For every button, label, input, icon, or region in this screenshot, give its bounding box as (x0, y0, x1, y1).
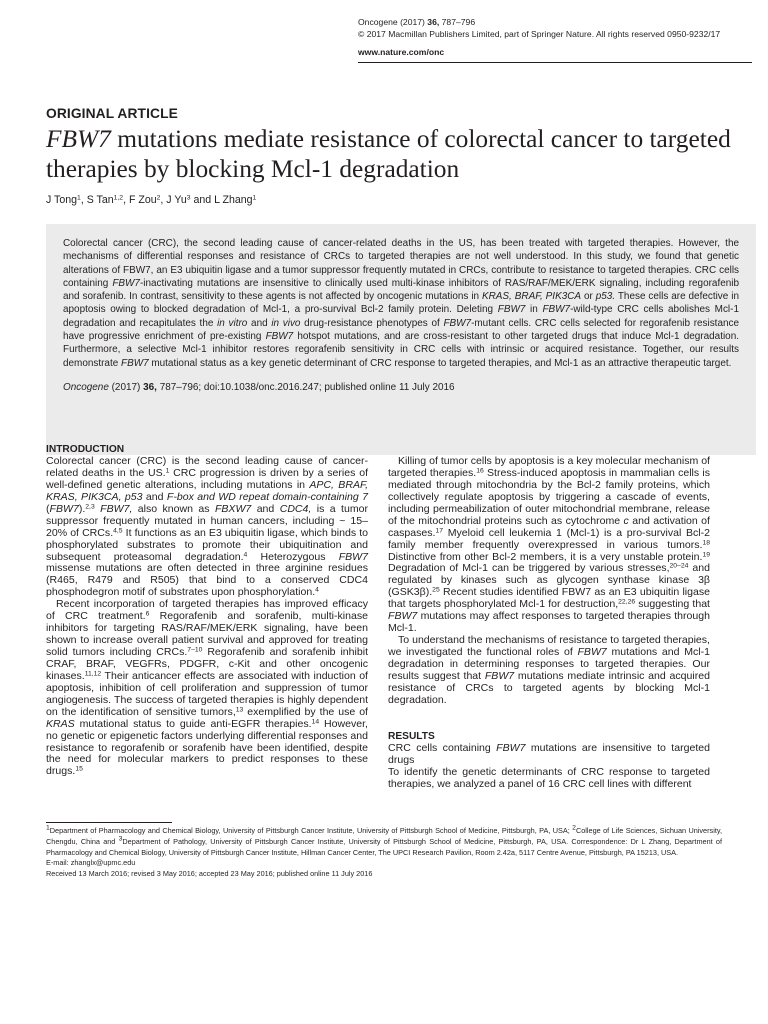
body-paragraph: Recent incorporation of targeted therapies has improved efficacy of CRC treatment.$^6$ Regorafenib and sorafenib, multi-kinase inhibitors for targeting RAS/RAF/MEK/ERK signaling, have been shown to increase overall patient survival and approved for treating solid tumors including CRCs.$^{7-10}$ Regorafenib and sorafenib inhibit CRAF, BRAF, VEGFRs, PDGFR, c-Kit and other oncogenic kinases.$^{11,12}$ Their anticancer effects are associated with induction of apoptosis, inhibition of cell proliferation and suppression of tumor angiogenesis. The success of targeted therapies is highly dependent on the identification of sensitive tumors,$^{13}$ exemplified by the use of KRAS mutational status to guide anti-EGFR therapies.$^{14}$ However, no genetic or epigenetic factors underlying differential responses and resistance to regorafenib or sorafenib have been identified, despite the need for molecular markers to predict responses to these drugs.$^{15}$ (46, 598, 368, 778)
reference-link[interactable]: 1 (165, 467, 170, 475)
author-list: J Tong$^1$, S Tan$^{1,2}$, F Zou$^2$, J Yu$^3$ and L Zhang$^1$ (46, 194, 257, 206)
footnote-block (46, 826, 722, 880)
article-title (46, 124, 746, 184)
author[interactable] (214, 194, 256, 206)
reference-link[interactable]: 17 (435, 527, 444, 535)
author-name: F Zou (128, 194, 157, 206)
author-name: J Tong (46, 194, 78, 206)
section-heading-results: RESULTS (388, 730, 435, 742)
affiliations: $^1$Department of Pharmacology and Chemical Biology, University of Pittsburgh Cancer Institute, University of Pittsburgh School of Medicine, Pittsburgh, PA, USA; $^2$College of Life Sciences, Sichuan University, Chengdu, China and $^3$Department of Pathology, University of Pittsburgh Cancer Institute, University of Pittsburgh School of Medicine, Pittsburgh, PA, USA. Correspondence: Dr L Zhang, Department of Pharmacology and Chemical Biology, University of Pittsburgh Cancer Institute, Hillman Cancer Center, The UPCI Research Pavilion, Room 2.42a, 5117 Centre Avenue, Pittsburgh, PA 15213, USA. (46, 824, 722, 857)
reference-link[interactable]: 18 (702, 539, 710, 547)
reference-link[interactable]: 20–24 (669, 562, 689, 570)
reference-link[interactable]: 2,3 (85, 503, 95, 511)
body-column-right (388, 444, 710, 790)
body-paragraph: To understand the mechanisms of resistance to targeted therapies, we investigated the functional roles of FBW7 mutations and Mcl-1 degradation in determining responses to targeted therapies. Our results suggest that FBW7 mutations mediate intrinsic and acquired resistance of CRCs to targeted agents by blocking Mcl-1 degradation. (388, 634, 710, 706)
author-affiliation: 3 (186, 194, 191, 202)
author[interactable] (166, 194, 190, 206)
copyright-line: © 2017 Macmillan Publishers Limited, part of Springer Nature. All rights reserved 0950-9232/17 (358, 29, 721, 40)
header-divider (358, 62, 752, 63)
author-affiliation: 1,2 (113, 194, 124, 202)
reference-link[interactable]: 16 (476, 467, 484, 475)
author-name: L Zhang (214, 194, 253, 206)
journal-pages: 787–796 (441, 17, 476, 27)
author[interactable] (46, 194, 81, 206)
body-paragraph: Killing of tumor cells by apoptosis is a key molecular mechanism of targeted therapies.$^{16}$ Stress-induced apoptosis in mammalian cells is mediated through mitochondria by the Bcl-2 family proteins, which collectively regulate apoptosis by triggering a cascade of events, including permeabilization of outer mitochondrial membrane, release of the mitochondrial proteins such as cytochrome c and activation of caspases.$^{17}$ Myeloid cell leukemia 1 (Mcl-1) is a pro-survival Bcl-2 family member frequently overexpressed in various tumors.$^{18}$ Distinctive from other Bcl-2 members, it is a very unstable protein.$^{19}$ Degradation of Mcl-1 can be triggered by various stresses,$^{20-24}$ and regulated by kinases such as glycogen synthase kinase 3β (GSK3β).$^{25}$ Recent studies identified FBW7 as an E3 ubiquitin ligase that targets phosphorylated Mcl-1 for destruction,$^{22,26}$ suggesting that FBW7 mutations may affect responses to targeted therapies through Mcl-1. (388, 455, 710, 635)
reference-link[interactable]: 15 (75, 765, 83, 773)
journal-header (358, 16, 742, 58)
author-name: J Yu (166, 194, 187, 206)
author[interactable] (129, 194, 160, 206)
reference-link[interactable]: 14 (311, 718, 320, 726)
body-paragraph: Colorectal cancer (CRC) is the second leading cause of cancer-related deaths in the US.$^1$ CRC progression is driven by a series of well-defined genetic alterations, including mutations in APC, BRAF, KRAS, PIK3CA, p53 and F-box and WD repeat domain-containing 7 (FBW7).$^{2,3}$ FBW7, also known as FBXW7 and CDC4, is a tumor suppressor frequently mutated in human cancers, including ~ 15–20% of CRCs.$^{4,5}$ It functions as an E3 ubiquitin ligase, which binds to phosphorylated substrates to promote their ubiquitination and subsequent proteasomal degradation.$^4$ Heterozygous FBW7 missense mutations are often detected in three arginine residues (R465, R479 and R505) that bind to a conserved CDC4 phosphodegron motif of substrates upon phosphorylation.$^4$ (46, 455, 369, 599)
author[interactable] (87, 194, 123, 206)
author-name: S Tan (86, 194, 114, 206)
abstract-box (46, 224, 756, 455)
reference-link[interactable]: 11,12 (84, 670, 102, 678)
section-heading-introduction: INTRODUCTION (46, 444, 125, 455)
reference-link[interactable]: 4 (315, 586, 319, 594)
journal-citation-line (358, 16, 742, 28)
title-text: mutations mediate resistance of colorectal cancer to targeted therapies by blocking Mcl-1 degradation (46, 125, 731, 183)
article-type: ORIGINAL ARTICLE (46, 106, 178, 121)
journal-volume: 36, (427, 17, 440, 27)
reference-link[interactable]: 25 (432, 586, 440, 594)
abstract-text: Colorectal cancer (CRC), the second leading cause of cancer-related deaths in the US, has been treated with targeted therapies. However, the mechanisms of differential responses and resistance of CRCs to targeted therapies are not well understood. In this study, we found that genetic alterations of FBW7, an E3 ubiquitin ligase and a tumor suppressor frequently mutated in CRCs, contribute to resistance to targeted therapies. CRC cells containing FBW7-inactivating mutations are insensitive to clinically used multi-kinase inhibitors of RAS/RAF/MEK/ERK signaling, including regorafenib and sorafenib. In contrast, sensitivity to these agents is not affected by oncogenic mutations in KRAS, BRAF, PIK3CA or p53. These cells are defective in apoptosis owing to blocked degradation of Mcl-1, a pro-survival Bcl-2 family protein. Deleting FBW7 in FBW7-wild-type CRC cells abolishes Mcl-1 degradation and recapitulates the in vitro and in vivo drug-resistance phenotypes of FBW7-mutant cells. CRC cells selected for regorafenib resistance have progressive enrichment of pre-existing FBW7 hotspot mutations, and are cross-resistant to other targeted drugs that induce Mcl-1 degradation. Furthermore, a selective Mcl-1 inhibitor restores regorafenib sensitivity in CRC cells with intrinsic or acquired resistance. Together, our results demonstrate FBW7 mutational status as a key genetic determinant of CRC response to targeted therapies, and Mcl-1 as an attractive therapeutic target. (63, 238, 739, 369)
author-affiliation: 2 (156, 194, 161, 202)
reference-link[interactable]: 4 (243, 551, 248, 558)
body-column-left (46, 444, 368, 778)
reference-link[interactable]: 19 (702, 551, 710, 558)
correspondence-email[interactable]: E-mail: zhanglx@upmc.edu (46, 858, 136, 868)
journal-year: (2017) (400, 17, 425, 27)
article-citation[interactable]: Oncogene (2017) 36, 787–796; doi:10.1038/onc.2016.247; published online 11 July 2016 (63, 381, 455, 393)
results-subheading: CRC cells containing FBW7 mutations are insensitive to targeted drugs (388, 741, 710, 766)
author-affiliation: 1 (77, 194, 81, 202)
journal-website-link[interactable]: www.nature.com/onc (358, 46, 445, 57)
footnote-divider (46, 822, 172, 823)
reference-link[interactable]: 4,5 (113, 527, 123, 535)
author-affiliation: 1 (252, 194, 257, 202)
reference-link[interactable]: 6 (145, 610, 150, 618)
publication-dates: Received 13 March 2016; revised 3 May 2016; accepted 23 May 2016; published online 11 July 2016 (46, 869, 373, 879)
body-paragraph: To identify the genetic determinants of CRC response to targeted therapies, we analyzed a panel of 16 CRC cell lines with different (388, 765, 710, 790)
title-gene-name: FBW7 (46, 125, 111, 153)
reference-link[interactable]: 13 (235, 706, 244, 714)
reference-link[interactable]: 7–10 (187, 646, 203, 654)
journal-name: Oncogene (358, 17, 398, 27)
reference-link[interactable]: 22,26 (618, 598, 636, 606)
